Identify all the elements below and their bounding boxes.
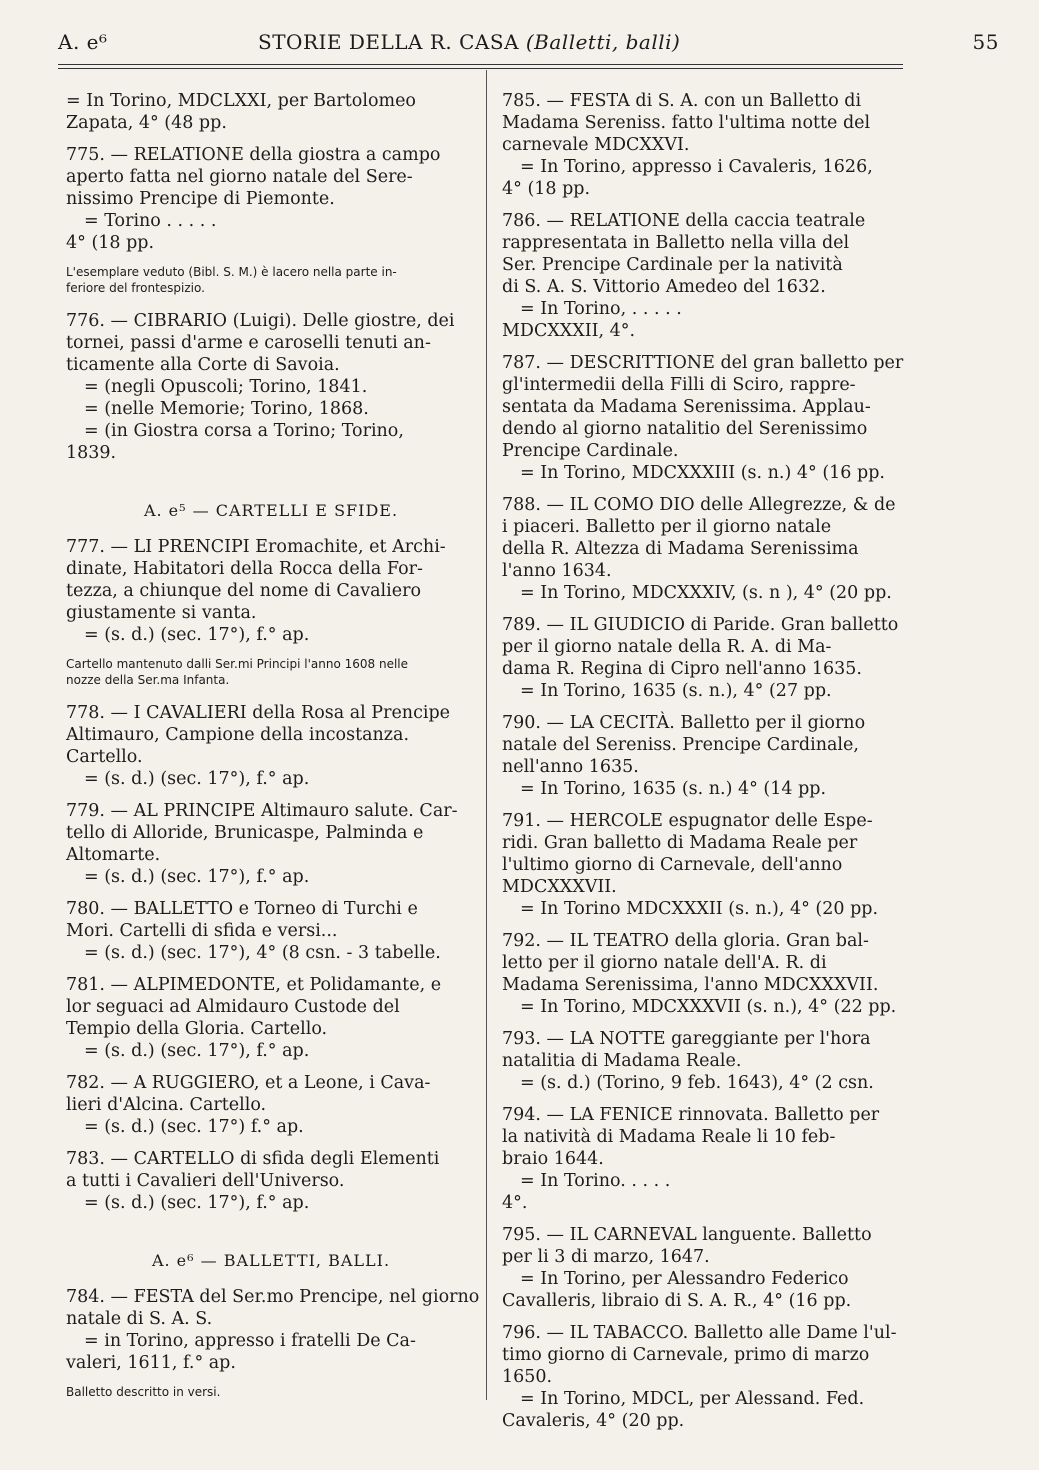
catalog-entry [66, 1286, 480, 1374]
catalog-entry [502, 210, 912, 342]
text-line: 795. — IL CARNEVAL languente. Balletto [502, 1225, 872, 1245]
section-heading: A. e⁶ — BALLETTI, BALLI. [151, 1251, 391, 1270]
text-line: lieri d'Alcina. Cartello. [66, 1095, 267, 1115]
text-line: 1839. [66, 443, 117, 463]
text-line: dinate, Habitatori della Rocca della For- [66, 559, 423, 579]
text-line: = (s. d.) (sec. 17°), f.° ap. [84, 769, 310, 789]
text-line: = (s. d.) (sec. 17°), f.° ap. [84, 1041, 310, 1061]
text-line: MDCXXXVII. [502, 877, 617, 897]
text-line: = (s. d.) (sec. 17°), f.° ap. [84, 1193, 310, 1213]
text-line: = In Torino MDCXXXII (s. n.), 4° (20 pp. [520, 899, 879, 919]
text-line: ticamente alla Corte di Savoia. [66, 355, 340, 375]
text-line: 4° (18 pp. [66, 233, 155, 253]
header-rule-2 [58, 68, 903, 69]
left-column [66, 90, 480, 1414]
text-line: L'esemplare veduto (Bibl. S. M.) è lacero nella parte in- [66, 265, 397, 279]
text-line: a tutti i Cavalieri dell'Universo. [66, 1171, 345, 1191]
text-line: Ser. Prencipe Cardinale per la natività [502, 255, 843, 275]
header-section-mark: A. e⁶ [58, 30, 108, 54]
column-divider [486, 70, 487, 1400]
text-line: 775. — RELATIONE della giostra a campo [66, 145, 441, 165]
text-line: 780. — BALLETTO e Torneo di Turchi e [66, 899, 418, 919]
catalog-entry [502, 614, 912, 702]
text-line: = (in Giostra corsa a Torino; Torino, [84, 421, 404, 441]
catalog-entry [502, 494, 912, 604]
text-line: braio 1644. [502, 1149, 604, 1169]
text-line: 4°. [502, 1193, 528, 1213]
text-line: 776. — CIBRARIO (Luigi). Delle giostre, dei [66, 311, 455, 331]
catalog-entry [502, 352, 912, 484]
catalog-entry [502, 1028, 912, 1094]
text-line: = (negli Opuscoli; Torino, 1841. [84, 377, 368, 397]
text-line: = (s. d.) (sec. 17°) f.° ap. [84, 1117, 304, 1137]
text-line: tornei, passi d'arme e caroselli tenuti an- [66, 333, 431, 353]
catalog-entry [66, 90, 476, 134]
text-line: l'ultimo giorno di Carnevale, dell'anno [502, 855, 843, 875]
text-line: 784. — FESTA del Ser.mo Prencipe, nel giorno [66, 1287, 480, 1307]
text-line: = (s. d.) (Torino, 9 feb. 1643), 4° (2 csn. [520, 1073, 874, 1093]
text-line: Cavaleris, 4° (20 pp. [502, 1411, 685, 1431]
text-line: = In Torino. . . . . [520, 1171, 671, 1191]
text-line: per il giorno natale della R. A. di Ma- [502, 637, 832, 657]
catalog-entry [66, 702, 476, 790]
text-line: = (nelle Memorie; Torino, 1868. [84, 399, 369, 419]
catalog-entry [66, 974, 476, 1062]
text-line: = In Torino, appresso i Cavaleris, 1626, [520, 157, 873, 177]
text-line: Tempio della Gloria. Cartello. [66, 1019, 328, 1039]
text-line: Zapata, 4° (48 pp. [66, 113, 227, 133]
text-line: 787. — DESCRITTIONE del gran balletto per [502, 353, 904, 373]
text-line: 782. — A RUGGIERO, et a Leone, i Cava- [66, 1073, 431, 1093]
text-line: ridi. Gran balletto di Madama Reale per [502, 833, 858, 853]
text-line: = In Torino, . . . . . [520, 299, 682, 319]
catalog-entry [502, 1224, 912, 1312]
text-line: 791. — HERCOLE espugnator delle Espe- [502, 811, 873, 831]
text-line: = In Torino, MDCL, per Alessand. Fed. [520, 1389, 865, 1409]
text-line: Madama Serenissima, l'anno MDCXXXVII. [502, 975, 879, 995]
text-line: letto per il giorno natale dell'A. R. di [502, 953, 827, 973]
text-line: 1650. [502, 1367, 553, 1387]
catalog-entry [502, 1104, 912, 1214]
text-line: = In Torino, per Alessandro Federico [520, 1269, 849, 1289]
catalog-entry [502, 930, 912, 1018]
text-line: natalitia di Madama Reale. [502, 1051, 742, 1071]
header-rule [58, 64, 903, 65]
text-line: Cartello mantenuto dalli Ser.mi Principi l'anno 1608 nelle [66, 657, 408, 671]
text-line: = in Torino, appresso i fratelli De Ca- [84, 1331, 416, 1351]
text-line: 789. — IL GIUDICIO di Paride. Gran balletto [502, 615, 899, 635]
catalog-entry [66, 1072, 476, 1138]
text-line: carnevale MDCXXVI. [502, 135, 690, 155]
entry-note [66, 656, 476, 688]
text-line: tello di Alloride, Brunicaspe, Palminda e [66, 823, 424, 843]
text-line: = Torino . . . . . [84, 211, 217, 231]
catalog-entry [66, 310, 476, 464]
text-line: 781. — ALPIMEDONTE, et Polidamante, e [66, 975, 442, 995]
text-line: 778. — I CAVALIERI della Rosa al Prencipe [66, 703, 451, 723]
section-heading: A. e⁵ — CARTELLI E SFIDE. [143, 501, 399, 520]
catalog-entry [502, 1322, 912, 1432]
text-line: nell'anno 1635. [502, 757, 639, 777]
text-line: = In Torino, MDCXXXIII (s. n.) 4° (16 pp. [520, 463, 885, 483]
text-line: feriore del frontespizio. [66, 281, 205, 295]
text-line: 4° (18 pp. [502, 179, 591, 199]
right-column [502, 90, 912, 1442]
text-line: 796. — IL TABACCO. Balletto alle Dame l'ul- [502, 1323, 897, 1343]
text-line: sentata da Madama Serenissima. Applau- [502, 397, 871, 417]
text-line: 779. — AL PRINCIPE Altimauro salute. Car- [66, 801, 458, 821]
text-line: rappresentata in Balletto nella villa del [502, 233, 850, 253]
text-line: 786. — RELATIONE della caccia teatrale [502, 211, 866, 231]
text-line: Madama Sereniss. fatto l'ultima notte del [502, 113, 871, 133]
text-line: aperto fatta nel giorno natale del Sere- [66, 167, 413, 187]
entry-note [66, 1384, 476, 1400]
text-line: lor seguaci ad Almidauro Custode del [66, 997, 400, 1017]
header-subtitle: (Balletti, balli) [525, 30, 681, 54]
text-line: della R. Altezza di Madama Serenissima [502, 539, 859, 559]
text-line: Altomarte. [66, 845, 161, 865]
catalog-entry [66, 898, 476, 964]
text-line: = (s. d.) (sec. 17°), f.° ap. [84, 867, 310, 887]
text-line: dama R. Regina di Cipro nell'anno 1635. [502, 659, 862, 679]
header-title-main: STORIE DELLA R. CASA [258, 30, 520, 54]
text-line: Balletto descritto in versi. [66, 1385, 221, 1399]
header-title [258, 30, 680, 54]
text-line: 793. — LA NOTTE gareggiante per l'hora [502, 1029, 871, 1049]
text-line: di S. A. S. Vittorio Amedeo del 1632. [502, 277, 826, 297]
text-line: = (s. d.) (sec. 17°), f.° ap. [84, 625, 310, 645]
text-line: = In Torino, 1635 (s. n.), 4° (27 pp. [520, 681, 832, 701]
text-line: 785. — FESTA di S. A. con un Balletto di [502, 91, 862, 111]
text-line: nozze della Ser.ma Infanta. [66, 673, 230, 687]
text-line: timo giorno di Carnevale, primo di marzo [502, 1345, 870, 1365]
text-line: = In Torino, 1635 (s. n.) 4° (14 pp. [520, 779, 827, 799]
text-line: l'anno 1634. [502, 561, 612, 581]
text-line: = In Torino, MDCXXXVII (s. n.), 4° (22 pp. [520, 997, 897, 1017]
text-line: la natività di Madama Reale li 10 feb- [502, 1127, 836, 1147]
text-line: Cartello. [66, 747, 143, 767]
text-line: giustamente si vanta. [66, 603, 257, 623]
text-line: 792. — IL TEATRO della gloria. Gran bal- [502, 931, 869, 951]
entry-note [66, 264, 476, 296]
catalog-entry [502, 712, 912, 800]
text-line: per li 3 di marzo, 1647. [502, 1247, 710, 1267]
catalog-entry [66, 144, 476, 254]
text-line: i piaceri. Balletto per il giorno natale [502, 517, 832, 537]
running-header [58, 30, 999, 64]
text-line: 777. — LI PRENCIPI Eromachite, et Archi- [66, 537, 446, 557]
text-line: natale del Sereniss. Prencipe Cardinale, [502, 735, 859, 755]
text-line: Mori. Cartelli di sfida e versi... [66, 921, 338, 941]
catalog-entry [66, 800, 476, 888]
text-line: MDCXXXII, 4°. [502, 321, 636, 341]
text-line: valeri, 1611, f.° ap. [66, 1353, 236, 1373]
text-line: 794. — LA FENICE rinnovata. Balletto per [502, 1105, 880, 1125]
catalog-entry [502, 90, 912, 200]
catalog-entry [66, 1148, 476, 1214]
catalog-entry [66, 536, 476, 646]
text-line: natale di S. A. S. [66, 1309, 213, 1329]
text-line: Prencipe Cardinale. [502, 441, 679, 461]
text-line: 788. — IL COMO DIO delle Allegrezze, & de [502, 495, 896, 515]
text-line: 783. — CARTELLO di sfida degli Elementi [66, 1149, 440, 1169]
page-number: 55 [972, 30, 999, 54]
text-line: = In Torino, MDCLXXI, per Bartolomeo [66, 91, 416, 111]
text-line: 790. — LA CECITÀ. Balletto per il giorno [502, 713, 866, 733]
text-line: = In Torino, MDCXXXIV, (s. n ), 4° (20 pp. [520, 583, 892, 603]
text-line: Altimauro, Campione della incostanza. [66, 725, 410, 745]
text-line: gl'intermedii della Filli di Sciro, rappre- [502, 375, 856, 395]
text-line: tezza, a chiunque del nome di Cavaliero [66, 581, 421, 601]
text-line: nissimo Prencipe di Piemonte. [66, 189, 335, 209]
text-line: = (s. d.) (sec. 17°), 4° (8 csn. - 3 tabelle. [84, 943, 441, 963]
text-line: dendo al giorno natalitio del Serenissimo [502, 419, 868, 439]
text-line: Cavalleris, libraio di S. A. R., 4° (16 pp. [502, 1291, 852, 1311]
catalog-entry [502, 810, 912, 920]
